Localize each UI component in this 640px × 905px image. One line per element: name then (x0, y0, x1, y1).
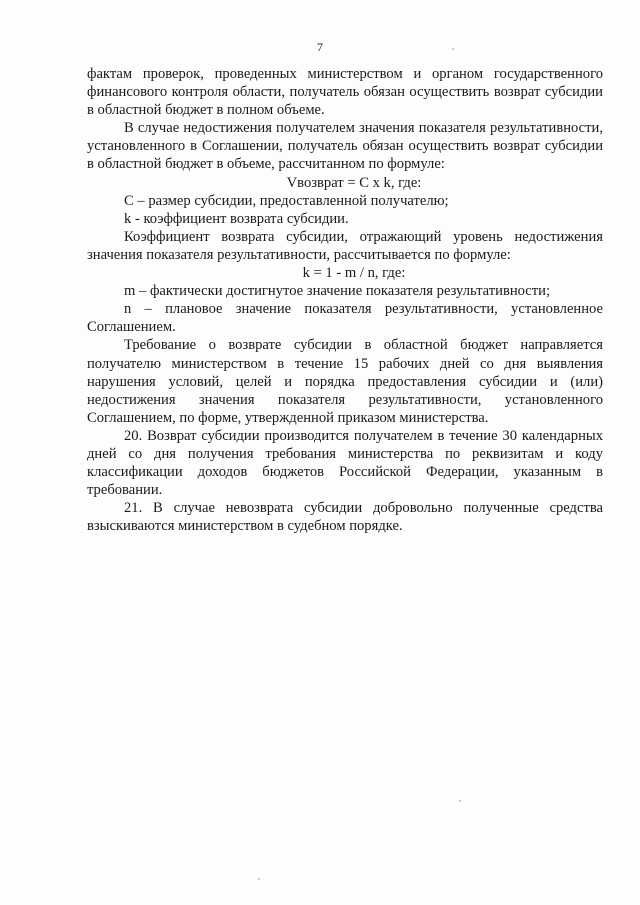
paragraph-definition-m: m – фактически достигнутое значение показателя результативности; (124, 283, 551, 300)
paragraph-return-condition: В случае недостижения получателем значения показателя результативности, установленного в Соглашении, получатель обязан осуществить возврат субсидии в областной бюджет в объеме, рассчитанном по формуле: (87, 120, 603, 173)
paragraph-definition-k: k - коэффициент возврата субсидии. (124, 210, 349, 227)
formula-return-volume: Vвозврат = С х k, где: (286, 174, 422, 191)
page-number: 7 (317, 40, 323, 54)
paragraph-clause-21: 21. В случае невозврата субсидии добровольно полученные средства взыскиваются министерством в судебном порядке. (87, 500, 603, 535)
paragraph-continuation: фактам проверок, проведенных министерством и органом государственного финансового контроля области, получатель обязан осуществить возврат субсидии в областной бюджет в полном объеме. (87, 66, 603, 119)
scan-speck (452, 48, 454, 50)
paragraph-definition-n: n – плановое значение показателя результативности, установленное Соглашением. (87, 301, 603, 336)
paragraph-coefficient: Коэффициент возврата субсидии, отражающий уровень недостижения значения показателя результативности, рассчитывается по формуле: (87, 228, 603, 263)
paragraph-clause-20: 20. Возврат субсидии производится получателем в течение 30 календарных дней со дня получения требования министерства по реквизитам и коду классификации доходов бюджетов Российской Федерации, указанным в требовании. (87, 427, 603, 499)
scan-speck (258, 878, 260, 880)
paragraph-definition-c: С – размер субсидии, предоставленной получателю; (124, 192, 449, 209)
scan-speck (459, 800, 461, 802)
paragraph-return-requirement: Требование о возврате субсидии в областной бюджет направляется получателю министерством в течение 15 рабочих дней со дня выявления нарушения условий, целей и порядка предоставления субсидии и (или) недостижения значения показателя результативности, установленного Соглашением, по форме, утвержденной приказом министерства. (87, 337, 603, 426)
document-body (87, 65, 603, 535)
formula-coefficient: k = 1 - m / n, где: (302, 265, 406, 282)
